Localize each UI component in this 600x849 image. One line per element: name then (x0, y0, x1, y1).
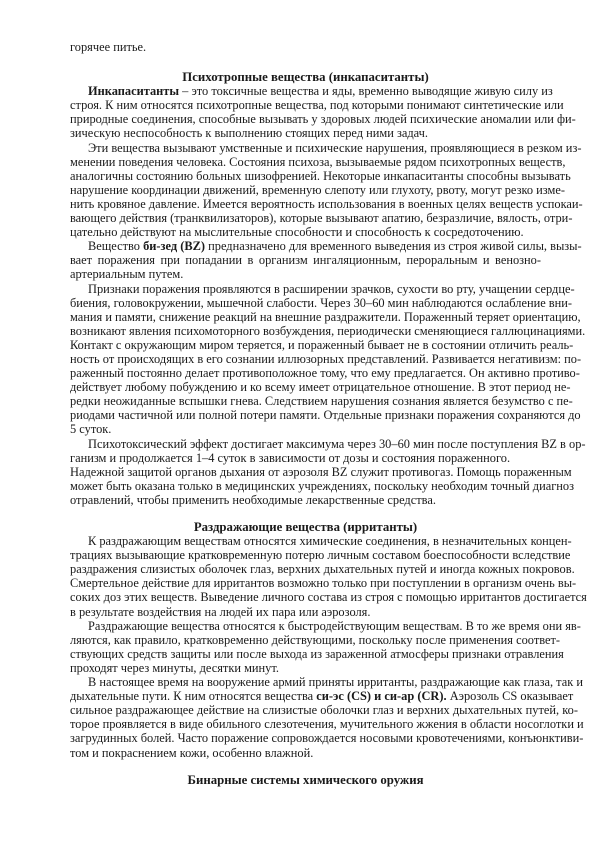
text-line (70, 746, 541, 760)
text-segment: цательно действуют на мыслительные способности и способность к сосредоточению. (70, 225, 524, 240)
text-segment: зическую неспособность к выполнению стоящих перед ними задач. (70, 126, 429, 141)
text-segment: возникают явления психомоторного возбуждения, периодически сменяющиеся галлюцинациями. (70, 323, 586, 338)
paragraph (70, 675, 584, 760)
text-segment: мания и памяти, снижение реакций на внешние раздражители. Пораженный теряет ориентацию, (70, 309, 581, 324)
text-segment: Раздражающие вещества относятся к быстродействующим веществам. В то же время они яв- (88, 618, 581, 633)
text-segment: вает поражения при попадании в организм ингаляционным, пероральным и венозно- (70, 253, 541, 268)
text-line (70, 182, 565, 197)
text-line (70, 211, 573, 226)
text-line (70, 436, 586, 451)
text-segment: менении поведения человека. Состояния психоза, вызываемые рядом психотропных веществ, (70, 154, 566, 169)
text-segment: трациях вызывающие кратковременную потерю личным составом боеспособности вследствие (70, 548, 571, 563)
text-segment: строя. К ним относятся психотропные вещества, под которыми понимают синтетические или (70, 98, 564, 113)
text-segment: риодами частичной или полной потери памяти. Отдельные признаки поражения сохраняются до (70, 408, 581, 423)
text-line (70, 548, 571, 563)
text-line (70, 154, 566, 169)
text-line (70, 493, 541, 507)
text-line (70, 618, 581, 633)
text-line (70, 309, 581, 324)
paragraph (70, 140, 583, 240)
text-line (70, 168, 571, 183)
bold-term: си-эс (CS) и си-ар (CR). (316, 689, 447, 704)
text-segment: Аэрозоль CS оказывает (446, 689, 574, 704)
text-line (70, 632, 561, 647)
text-line (70, 253, 541, 267)
text-segment: Психотоксический эффект достигает максимума через 30–60 мин после поступления BZ в ор- (88, 436, 586, 451)
text-segment: дыхательные пути. К ним относятся вещества (70, 689, 317, 704)
text-segment: том и покраснением кожи, особенно влажной. (70, 745, 314, 760)
text-line (70, 675, 583, 690)
text-line (70, 351, 582, 366)
text-line (70, 267, 541, 281)
text-segment: торое проявляется в виде обильного слезотечения, мучительного жжения в области носоглотки и (70, 717, 584, 732)
text-line (70, 478, 575, 493)
text-segment: Эти вещества вызывают умственные и психические нарушения, проявляющиеся в резком из- (88, 140, 582, 155)
text-segment: соких доз этих веществ. Выведение личного состава из строя с помощью ирритантов достигается (70, 590, 587, 605)
text-segment: предназначено для временного выведения из строя живой силы, вызы- (205, 239, 582, 254)
text-segment: вающего действия (транквилизаторов), которые вызывают апатию, безразличие, вялость, отри- (70, 211, 573, 226)
text-line (70, 605, 541, 619)
text-line (70, 717, 584, 732)
text-segment: природные соединения, способные вызывать у здоровых людей психические аномалии или фи- (70, 112, 576, 127)
text-line (70, 323, 586, 338)
text-segment: артериальным путем. (70, 267, 184, 282)
text-line (70, 281, 575, 296)
text-segment: горячее питье. (70, 40, 147, 54)
paragraph (70, 618, 581, 675)
text-segment: раженный постоянно делает противоположное тому, что ему предлагается. Он активно противо- (70, 366, 580, 381)
text-line (70, 731, 584, 746)
text-line (70, 590, 587, 605)
text-segment: может быть оказана только в медицинских учреждениях, поскольку необходим точный диагноз (70, 478, 575, 493)
text-line (70, 98, 564, 113)
text-line (70, 366, 580, 381)
text-line (70, 84, 553, 99)
paragraph (70, 239, 582, 282)
text-line (70, 239, 582, 254)
document-page (70, 40, 587, 787)
text-segment: ганизм и продолжается 1–4 суток в зависимости от дозы и состояния пораженного. (70, 450, 511, 465)
text-segment: Контакт с окружающим миром теряется, и пораженный бывает не в состоянии отличить реаль- (70, 337, 574, 352)
text-line (70, 394, 573, 409)
bold-term: би-зед (BZ) (143, 239, 206, 254)
paragraph (70, 84, 576, 141)
text-segment: аналогичны состоянию больных шизофренией. Некоторые инкапаситанты способны вызывать (70, 168, 571, 183)
text-segment: Смертельное действие для ирритантов возможно только при поступлении в организм очень вы- (70, 576, 577, 591)
text-segment: 5 суток. (70, 422, 112, 437)
bold-term: Инкапаситанты (88, 84, 180, 99)
section-heading: Раздражающие вещества (ирританты) (193, 520, 418, 534)
text-line (70, 40, 541, 54)
text-segment: в результате воздействия на людей их пара или аэрозоля. (70, 604, 371, 619)
text-segment: Надежной защитой органов дыхания от аэрозоля BZ служит противогаз. Помощь пораженным (70, 464, 572, 479)
paragraph (70, 436, 586, 465)
text-segment: – это токсичные вещества и яды, временно выводящие живую силу из (179, 84, 553, 99)
text-segment: загрудинных болей. Часто поражение сопровождается носовыми кровотечениями, конъюнктиви- (70, 731, 584, 746)
text-segment: нить кровяное давление. Имеется вероятность использования в военных целях веществ успокаи- (70, 196, 583, 211)
text-line (70, 337, 574, 352)
text-line (70, 408, 581, 423)
text-segment: раздражения слизистых оболочек глаз, верхних дыхательных путей и иногда кожных покровов. (70, 562, 575, 577)
section-heading: Психотропные вещества (инкапаситанты) (182, 70, 429, 85)
text-segment: нарушение координации движений, временную слепоту или глухоту, рвоту, могут резко изме- (70, 182, 565, 197)
text-segment: ность от происходящих в его сознании иллюзорных представлений. Развивается негативизм: по- (70, 351, 582, 366)
paragraph (70, 40, 541, 54)
text-line (70, 112, 576, 127)
text-segment: действует любому побуждению и ко всему имеет отрицательное отношение. В этот период не- (70, 380, 571, 395)
text-segment: К раздражающим веществам относятся химические соединения, в незначительных концен- (88, 534, 572, 549)
text-segment: сильное раздражающее действие на слизистые оболочки глаз и верхних дыхательных путей, ко- (70, 703, 578, 718)
text-line (70, 562, 575, 577)
section-heading: Бинарные системы химического оружия (187, 772, 424, 787)
text-line (70, 380, 571, 395)
text-line (70, 422, 541, 436)
text-line (70, 295, 573, 310)
text-segment: Признаки поражения проявляются в расширении зрачков, сухости во рту, учащении сердце- (88, 281, 575, 296)
text-line (70, 534, 572, 549)
text-line (70, 576, 577, 591)
paragraph (70, 464, 575, 507)
text-segment: ствующих средств защиты или после выхода из зараженной атмосферы признаки отравления (70, 646, 564, 661)
paragraph (70, 281, 586, 437)
text-segment: ляются, как правило, кратковременно действующими, поскольку после применения соответ- (70, 632, 561, 647)
text-line (70, 451, 541, 465)
text-line (70, 646, 564, 661)
text-segment: редки неожиданные вспышки гнева. Следствием нарушения сознания является безумство с пе- (70, 394, 573, 409)
text-line (70, 140, 582, 155)
text-segment: отравлений, чтобы применить необходимые лекарственные средства. (70, 492, 436, 507)
paragraph (70, 534, 587, 619)
text-line (70, 464, 572, 479)
text-segment: Вещество (88, 239, 144, 254)
text-segment: биения, головокружении, мышечной слабости. Через 30–60 мин наблюдаются ослабление вни- (70, 295, 573, 310)
text-segment: проходят через минуты, десятки минут. (70, 660, 279, 675)
text-segment: В настоящее время на вооружение армий приняты ирританты, раздражающие как глаза, так и (88, 675, 583, 690)
text-line (70, 661, 541, 675)
text-line (70, 196, 583, 211)
text-line (70, 703, 578, 718)
text-line (70, 225, 541, 239)
text-line (70, 126, 541, 140)
text-line (70, 689, 574, 704)
